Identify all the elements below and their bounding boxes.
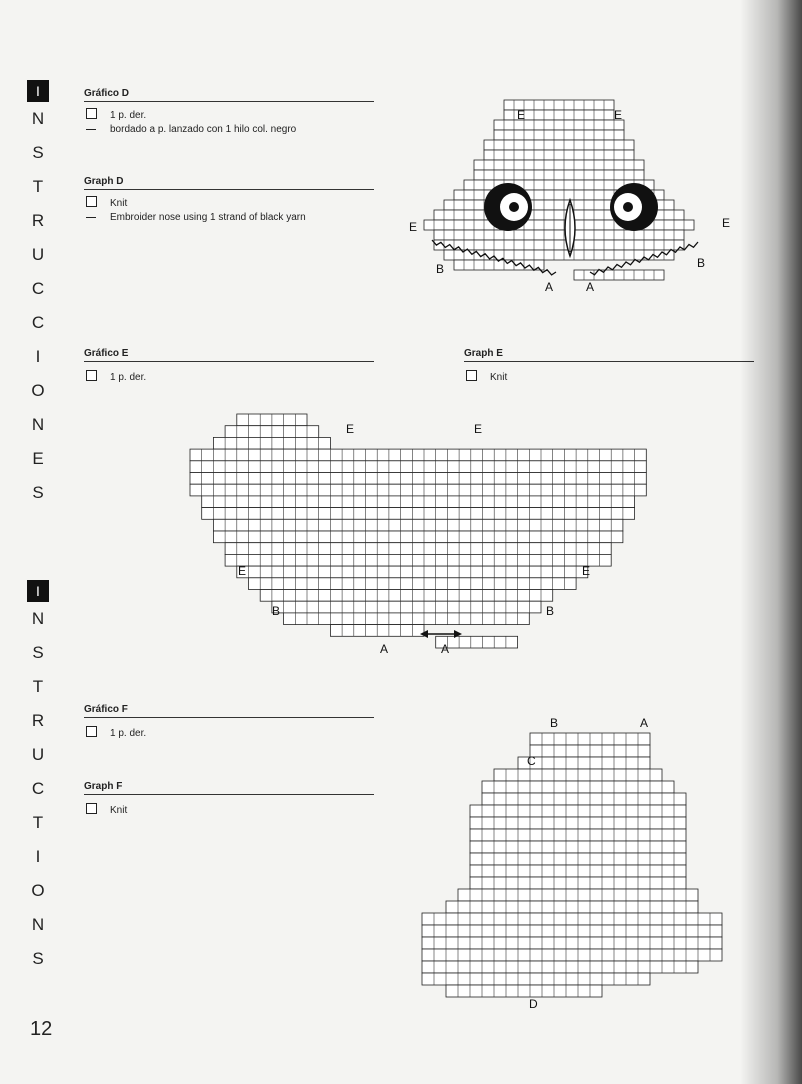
side-index-letter: S — [32, 143, 44, 162]
chart-e-grid — [190, 414, 646, 648]
page-binding-shadow — [740, 0, 802, 1084]
chart-f-label-d: D — [529, 997, 538, 1011]
chart-d-label-e: E — [614, 108, 623, 122]
chart-d-label-a: A — [545, 280, 554, 294]
side-index-block: I — [27, 580, 49, 602]
legend-title: Gráfico D — [84, 88, 374, 102]
side-index-letter: R — [31, 211, 45, 230]
chart-d-label-b: B — [697, 256, 706, 270]
chart-e-label-e: E — [582, 564, 591, 578]
side-index-letter: R — [31, 711, 45, 730]
side-index-letter: C — [31, 779, 45, 798]
legend-title: Graph E — [464, 348, 754, 362]
side-index-letter: S — [32, 949, 44, 968]
chart-f-label-a: A — [640, 716, 649, 730]
legend-item: Knit — [110, 197, 128, 209]
legend-item: 1 p. der. — [110, 371, 147, 383]
chart-d-label-b: B — [436, 262, 445, 276]
chart-e-label-e: E — [346, 422, 355, 436]
legend-title: Gráfico F — [84, 704, 374, 718]
side-index-letter: I — [35, 847, 41, 866]
chart-e-label-e: E — [238, 564, 247, 578]
legend-item: Embroider nose using 1 strand of black yarn — [110, 212, 306, 223]
chart-f-label-b: B — [550, 716, 559, 730]
chart-e-label-e: E — [474, 422, 483, 436]
legend-item: 1 p. der. — [110, 727, 147, 739]
side-index-letter: S — [32, 643, 44, 662]
side-index-letter: T — [32, 177, 44, 196]
side-index-letter: U — [31, 745, 45, 764]
chart-e-label-a: A — [380, 642, 389, 656]
chart-e-label-a: A — [441, 642, 450, 656]
side-index-letter: O — [31, 881, 45, 900]
side-index-letter: T — [32, 677, 44, 696]
side-index-letter: C — [31, 279, 45, 298]
chart-e-label-b: B — [546, 604, 555, 618]
chart-e-label-b: B — [272, 604, 281, 618]
legend-item: Knit — [110, 804, 128, 816]
side-index-letter: N — [31, 415, 45, 434]
side-index-letter: I — [35, 347, 41, 366]
side-index-letter: E — [32, 449, 44, 468]
page-number: 12 — [30, 1018, 53, 1040]
side-index-letter: N — [31, 609, 45, 628]
legend-item: 1 p. der. — [110, 109, 147, 121]
side-index-letter: U — [31, 245, 45, 264]
legend-title: Graph F — [84, 781, 374, 795]
side-index-letter: N — [31, 109, 45, 128]
chart-d-label-e: E — [722, 216, 731, 230]
legend-title: Gráfico E — [84, 348, 374, 362]
chart-d-label-e: E — [517, 108, 526, 122]
side-index-letter: T — [32, 813, 44, 832]
chart-d-label-e: E — [409, 220, 418, 234]
chart-f-grid — [422, 733, 722, 997]
side-index-letter: C — [31, 313, 45, 332]
legend-item: Knit — [490, 371, 508, 383]
legend-title: Graph D — [84, 176, 374, 190]
chart-f-label-c: C — [527, 754, 536, 768]
side-index-letter: O — [31, 381, 45, 400]
side-index-letter: S — [32, 483, 44, 502]
side-index-block: I — [27, 80, 49, 102]
legend-item: bordado a p. lanzado con 1 hilo col. negro — [110, 124, 297, 135]
chart-d-grid — [424, 100, 694, 280]
chart-d-label-a: A — [586, 280, 595, 294]
side-index-letter: N — [31, 915, 45, 934]
